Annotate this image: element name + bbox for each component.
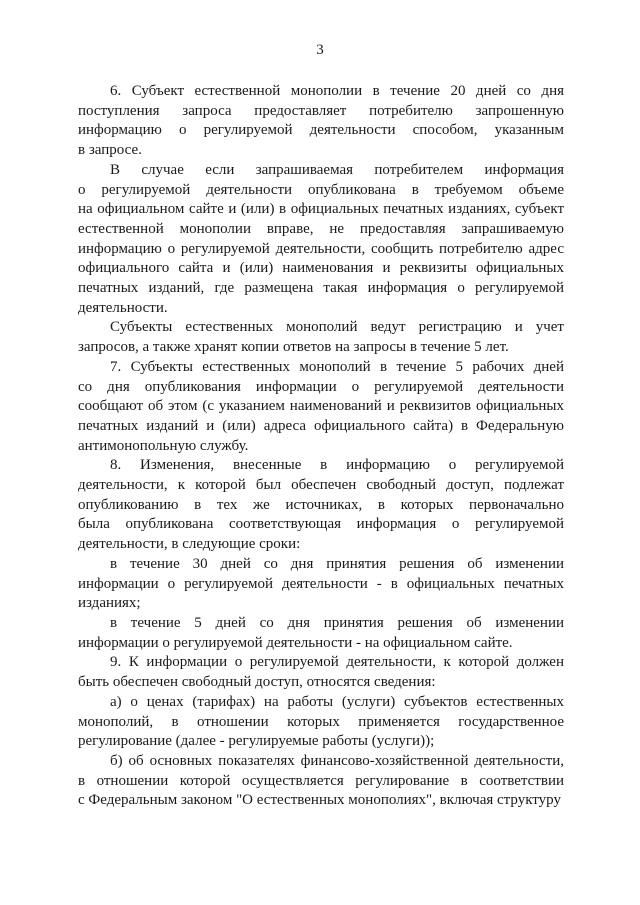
text-line: деятельности, в следующие сроки: xyxy=(78,536,301,553)
paragraph-p8 xyxy=(78,456,564,555)
text-line: Субъекты естественных монополий ведут регистрацию и учет xyxy=(110,319,564,336)
text-line: печатных изданий, где размещена такая информация о регулируемой xyxy=(78,280,564,297)
text-line: быть обеспечен свободный доступ, относятся сведения: xyxy=(78,674,436,691)
text-line: запросов, а также хранят копии ответов на запросы в течение 5 лет. xyxy=(78,339,509,356)
text-line: в течение 5 дней со дня принятия решения об изменении xyxy=(110,614,564,631)
paragraph-p9-b xyxy=(78,752,564,811)
text-line: в течение 30 дней со дня принятия решения об изменении xyxy=(110,555,564,572)
text-line: официального сайта и (или) наименования и реквизиты официальных xyxy=(78,260,564,277)
paragraph-p6-case xyxy=(78,161,564,319)
text-line: в запросе. xyxy=(78,142,142,159)
text-line: 7. Субъекты естественных монополий в течение 5 рабочих дней xyxy=(110,358,564,375)
text-line: информацию о регулируемой деятельности способом, указанным xyxy=(78,122,564,139)
text-line: деятельности. xyxy=(78,299,168,316)
text-line: сообщают об этом (с указанием наименований и реквизитов официальных xyxy=(78,398,564,415)
paragraph-p8-a xyxy=(78,555,564,614)
text-line: в отношении которой осуществляется регулирование в соответствии xyxy=(78,772,564,789)
text-line: печатных изданий и (или) адреса официального сайта) в Федеральную xyxy=(78,417,564,434)
paragraph-p9-a xyxy=(78,693,564,752)
paragraph-p6 xyxy=(78,82,564,161)
text-line: с Федеральным законом "О естественных монополиях", включая структуру xyxy=(78,792,561,809)
document-body xyxy=(78,82,564,811)
text-line: опубликованию в тех же источниках, в которых первоначально xyxy=(78,496,564,513)
text-line: деятельности, к которой был обеспечен свободный доступ, подлежат xyxy=(78,477,564,494)
text-line: монополий, в отношении которых применяется государственное xyxy=(78,713,564,730)
text-line: информации о регулируемой деятельности - в официальных печатных xyxy=(78,575,564,592)
text-line: со дня опубликования информации о регулируемой деятельности xyxy=(78,378,564,395)
text-line: естественной монополии вправе, не предоставляя запрашиваемую xyxy=(78,220,564,237)
paragraph-p6-records xyxy=(78,318,564,357)
text-line: информации о регулируемой деятельности - на официальном сайте. xyxy=(78,634,513,651)
text-line: 8. Изменения, внесенные в информацию о регулируемой xyxy=(110,457,564,474)
text-line: о регулируемой деятельности опубликована в требуемом объеме xyxy=(78,181,564,198)
text-line: 6. Субъект естественной монополии в течение 20 дней со дня xyxy=(110,83,564,99)
text-line: была опубликована соответствующая информация о регулируемой xyxy=(78,516,564,533)
page-number: 3 xyxy=(316,42,324,58)
text-line: а) о ценах (тарифах) на работы (услуги) субъектов естественных xyxy=(110,693,564,710)
text-line: поступления запроса предоставляет потребителю запрошенную xyxy=(78,102,564,119)
text-line: б) об основных показателях финансово-хозяйственной деятельности, xyxy=(110,752,564,769)
text-line: В случае если запрашиваемая потребителем информация xyxy=(110,161,564,178)
text-line: антимонопольную службу. xyxy=(78,437,249,454)
text-line: 9. К информации о регулируемой деятельности, к которой должен xyxy=(110,654,564,671)
paragraph-p8-b xyxy=(78,614,564,653)
text-line: изданиях; xyxy=(78,595,141,612)
text-line: на официальном сайте и (или) в официальных печатных изданиях, субъект xyxy=(78,201,564,218)
text-line: информацию о регулируемой деятельности, сообщить потребителю адрес xyxy=(78,240,564,257)
text-line: регулирование (далее - регулируемые работы (услуги)); xyxy=(78,733,435,750)
paragraph-p9 xyxy=(78,653,564,692)
paragraph-p7 xyxy=(78,358,564,457)
